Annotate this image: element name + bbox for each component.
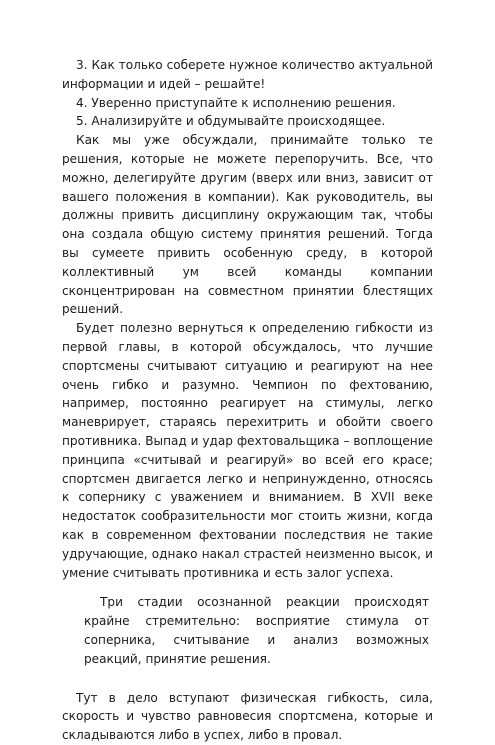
paragraph-closing: Тут в дело вступают физическая гибкость, сила, скорость и чувство равновесия спортсмена, которые и складываются либо в успех, либо в провал.: [62, 690, 433, 743]
list-item-4: 4. Уверенно приступайте к исполнению решения.: [76, 95, 396, 110]
list-item-5: 5. Анализируйте и обдумывайте происходящее.: [76, 114, 386, 129]
paragraph-decisions: Как мы уже обсуждали, принимайте только те решения, которые не можете перепоручить. Все, что можно, делегируйте другим (вверх или вниз, зависит от вашего положения в компании). Как руководитель, вы должны привить дисциплину окружающим так, чтобы она создала общую систему принятия решений. Тогда вы сумеете привить особенную среду, в которой коллективный ум всей команды компании сконцентрирован на совместном принятии блестящих решений.: [62, 133, 433, 317]
callout-quote: Три стадии осознанной реакции происходят крайне стремительно: восприятие стимула от соперника, считывание и анализ возможных реакций, принятие решения.: [84, 595, 429, 666]
list-item-3: 3. Как только соберете нужное количество актуальной информации и идей – решайте!: [62, 58, 433, 91]
paragraph-fencing: Будет полезно вернуться к определению гибкости из первой главы, в которой обсуждалось, что лучшие спортсмены считывают ситуацию и реагируют на нее очень гибко и разумно. Чемпион по фехтованию, например, постоянно реагирует на стимулы, легко маневрирует, стараясь перехитрить и обойти своего противника. Выпад и удар фехтовальщика – воплощение принципа «считывай и реагируй» во всей его красе; спортсмен двигается легко и непринужденно, относясь к сопернику с уважением и вниманием. В XVII веке недостаток сообразительности мог стоить жизни, когда как в современном фехтовании последствия не такие удручающие, однако накал страстей неизменно высок, и умение считывать противника и есть залог успеха.: [62, 321, 433, 580]
